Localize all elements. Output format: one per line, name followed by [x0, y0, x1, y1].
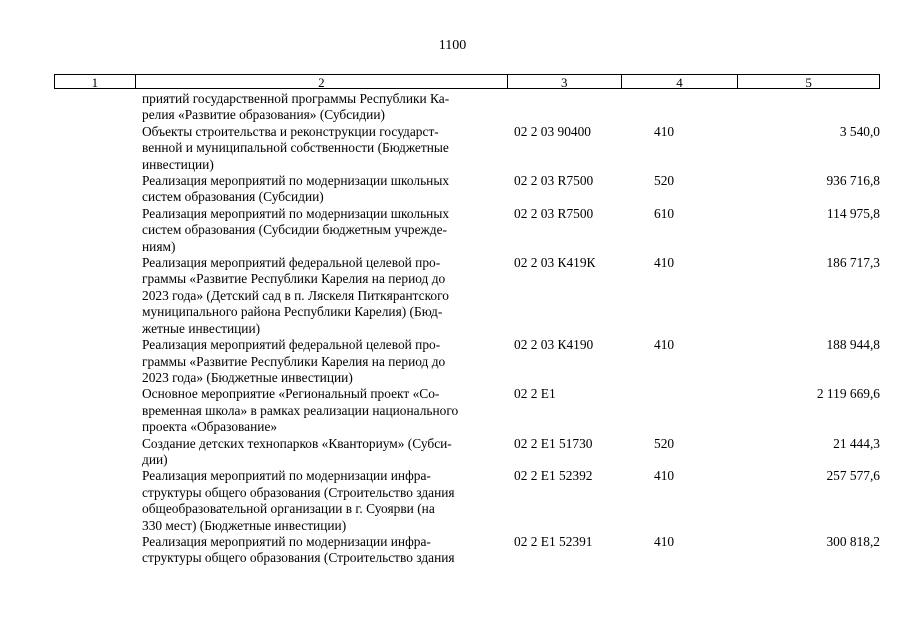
cell-empty [54, 91, 142, 124]
cell-amount: 300 818,2 [826, 533, 880, 549]
cell-code [514, 91, 654, 124]
name-line: Реализация мероприятий федеральной целевой про- [142, 255, 441, 271]
cell-code: 02 2 03 R7500 [514, 173, 594, 189]
cell-code: 02 2 03 R7500 [514, 205, 594, 221]
table-row [54, 468, 880, 534]
cell-empty [54, 386, 142, 435]
cell-name [142, 206, 514, 255]
name-line: Реализация мероприятий по модернизации инфра- [142, 468, 431, 484]
cell-empty [54, 255, 142, 337]
cell-type: 520 [654, 435, 675, 451]
cell-amount: 188 944,8 [826, 337, 880, 353]
name-line: приятий государственной программы Республики Ка- [142, 91, 450, 106]
cell-amount: 3 540,0 [839, 123, 880, 139]
cell-amount: 21 444,3 [833, 435, 880, 451]
cell-amount: 114 975,8 [826, 205, 880, 221]
header-col-4: 4 [622, 75, 739, 88]
cell-type [654, 386, 724, 435]
name-line: венной и муниципальной собственности (Бюджетные [142, 140, 449, 156]
table-row [54, 255, 880, 337]
table-row [54, 124, 880, 173]
cell-name [142, 386, 514, 435]
cell-code: 02 2 03 К419К [514, 255, 596, 271]
name-line: граммы «Развитие Республики Карелия на период до [142, 271, 446, 287]
table-row [54, 337, 880, 386]
cell-code: 02 2 Е1 52392 [514, 468, 593, 484]
cell-amount [724, 91, 880, 124]
cell-amount: 186 717,3 [826, 255, 880, 271]
name-line: Объекты строительства и реконструкции государст- [142, 123, 439, 139]
table-row [54, 386, 880, 435]
name-line: систем образования (Субсидии) [142, 189, 324, 205]
cell-name [142, 337, 514, 386]
name-line: инвестиции) [142, 156, 214, 172]
page-number: 1100 [438, 38, 467, 53]
cell-name [142, 173, 514, 206]
table-header [54, 74, 880, 89]
cell-name [142, 124, 514, 173]
name-line: Основное мероприятие «Региональный проект «Со- [142, 386, 440, 402]
name-line: общеобразовательной организации в г. Суоярви (на [142, 501, 435, 517]
cell-amount: 2 119 669,6 [816, 386, 880, 402]
name-line: жетные инвестиции) [142, 320, 261, 336]
cell-name [142, 436, 514, 469]
cell-amount: 257 577,6 [826, 468, 880, 484]
table-row [54, 206, 880, 255]
cell-type: 610 [654, 205, 675, 221]
name-line: 2023 года» (Детский сад в п. Ляскеля Питкярантского [142, 287, 449, 303]
name-line: 2023 года» (Бюджетные инвестиции) [142, 369, 353, 385]
cell-code: 02 2 03 90400 [514, 123, 591, 139]
header-col-1: 1 [55, 75, 136, 88]
name-line: Реализация мероприятий по модернизации школьных [142, 205, 450, 221]
table-row [54, 436, 880, 469]
name-line: Создание детских технопарков «Кванториум» (Субси- [142, 435, 452, 451]
table-body [54, 91, 880, 567]
name-line: структуры общего образования (Строительство здания [142, 550, 455, 566]
table-row [54, 91, 880, 124]
cell-empty [54, 534, 142, 567]
name-line: 330 мест) (Бюджетные инвестиции) [142, 517, 347, 533]
cell-code: 02 2 Е1 52391 [514, 533, 593, 549]
name-line: релия «Развитие образования» (Субсидии) [142, 107, 385, 123]
cell-empty [54, 173, 142, 206]
cell-name [142, 255, 514, 337]
cell-empty [54, 337, 142, 386]
cell-type: 410 [654, 123, 675, 139]
header-col-5: 5 [805, 75, 812, 90]
header-col-3: 3 [508, 75, 622, 88]
name-line: временная школа» в рамках реализации национального [142, 402, 459, 418]
name-line: Реализация мероприятий по модернизации школьных [142, 173, 450, 189]
cell-name [142, 468, 514, 534]
name-line: структуры общего образования (Строительство здания [142, 484, 455, 500]
cell-empty [54, 468, 142, 534]
cell-empty [54, 206, 142, 255]
cell-name [142, 91, 514, 124]
table-row [54, 534, 880, 567]
cell-type [654, 91, 724, 124]
name-line: проекта «Образование» [142, 419, 278, 435]
cell-type: 410 [654, 468, 675, 484]
cell-code: 02 2 Е1 51730 [514, 435, 593, 451]
name-line: муниципального района Республики Карелия) (Бюд- [142, 304, 443, 320]
cell-type: 410 [654, 337, 675, 353]
name-line: граммы «Развитие Республики Карелия на период до [142, 353, 446, 369]
name-line: систем образования (Субсидии бюджетным учрежде- [142, 222, 447, 238]
table-row [54, 173, 880, 206]
cell-code: 02 2 03 К4190 [514, 337, 594, 353]
cell-code: 02 2 Е1 [514, 386, 556, 402]
cell-name [142, 534, 514, 567]
name-line: ниям) [142, 238, 176, 254]
cell-empty [54, 124, 142, 173]
header-col-2: 2 [136, 75, 508, 88]
name-line: дии) [142, 451, 168, 467]
cell-empty [54, 436, 142, 469]
cell-type: 410 [654, 255, 675, 271]
cell-type: 410 [654, 533, 675, 549]
cell-type: 520 [654, 173, 675, 189]
name-line: Реализация мероприятий федеральной целевой про- [142, 337, 441, 353]
name-line: Реализация мероприятий по модернизации инфра- [142, 533, 431, 549]
cell-amount: 936 716,8 [826, 173, 880, 189]
